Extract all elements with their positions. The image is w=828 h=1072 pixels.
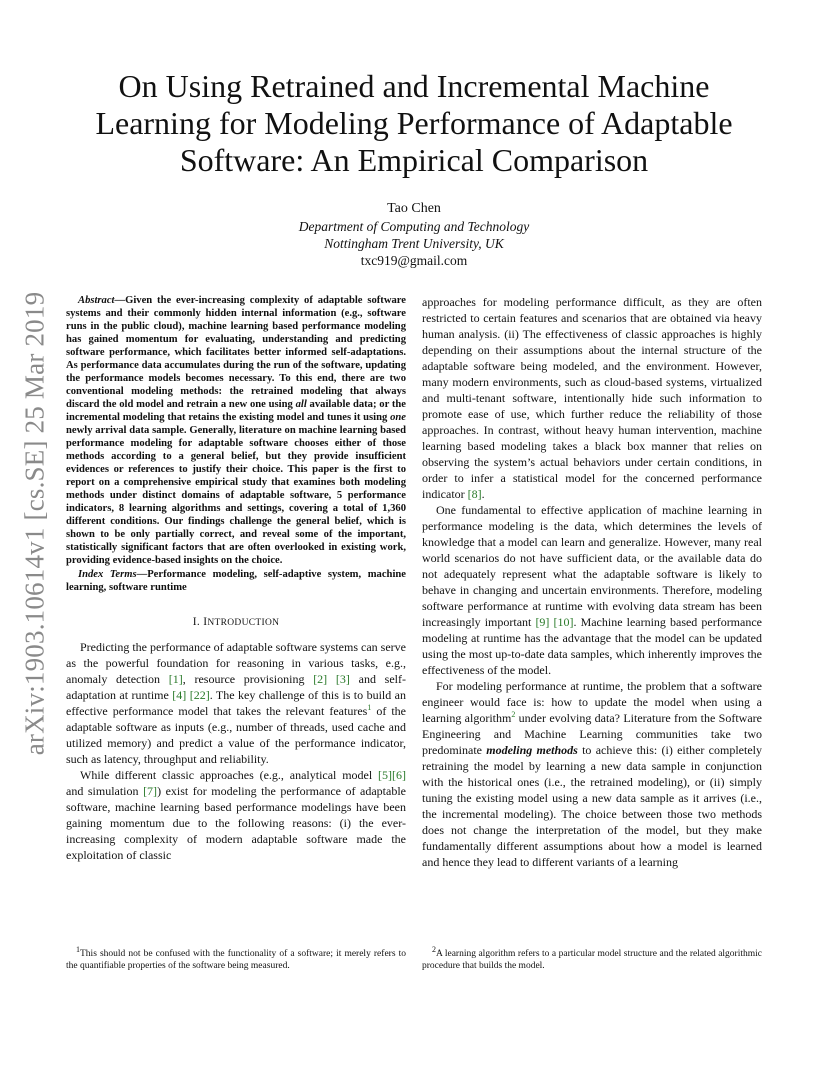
paper-title: On Using Retrained and Incremental Machine Learning for Modeling Performance of Adaptable Software: An Empirical Comparison [95,68,733,178]
citation-link[interactable]: [2] [313,672,328,686]
citation-link[interactable]: [5] [378,768,392,782]
intro-paragraph-1: Predicting the performance of adaptable software systems can serve as the powerful foundation for reasoning in various tasks, e.g., anomaly detection [1], resource provisioning [2] [3] and self-adaptation at runtime [4] [22]. The key challenge of this is to build an effective performance model that takes the relevant features$^1$ of the adaptable software as inputs (e.g., number of threads, used cache and utilized memory) and predict a value of the performance indicator, such as latency, throughput and reliability. [66,640,407,766]
citation-link[interactable]: [22] [189,688,210,702]
citation-link[interactable]: [10] [553,615,574,629]
right-paragraph-3: For modeling performance at runtime, the problem that a software engineer would face is: how to update the model when using a learning algorithm$^2$ under evolving data? Literature from the Software Engineering and Machine Learning communities take two predominate modeling methods to achieve this: (i) either completely retraining the model by learning a new data sample in conjunction with the historical ones (i.e., the retrained modeling), or (ii) simply tuning the existing model using a new data sample as it arrives (i.e., the incremental modeling). The choice between those two methods does not change the interpretation of the model, but they make fundamentally different assumptions about how a model is learned and hence they lead to different variants of a learning [422,679,762,869]
footnote-2: $^2$A learning algorithm refers to a particular model structure and the related algorithmic procedure that builds the model. [422,944,762,971]
citation-link[interactable]: [3] [335,672,350,686]
index-terms: Index Terms—Performance modeling, self-adaptive system, machine learning, software runtime [66,569,406,593]
citation-link[interactable]: [6] [392,768,406,782]
citation-link[interactable]: [7] [143,784,158,798]
author-name: Tao Chen [387,201,441,216]
footnote-link-1[interactable]: 1 [367,703,372,712]
citation-link[interactable]: [1] [168,672,183,686]
citation-link[interactable]: [8] [467,487,482,501]
author-department: Department of Computing and Technology [298,219,530,234]
right-paragraph-1: approaches for modeling performance difficult, as they are often restricted to certain features and scenarios that are obtained via heavy human analysis. (ii) The effectiveness of classic approaches is highly depending on their assumptions about the internal structure of the adaptable software being modeled, and the environment. However, many modern environments, such as cloud-based systems, virtualized and multi-tenant software, intentionally hide such information to promote ease of use, which further reduce the reliability of those approaches. In contrast, without heavy human intervention, machine learning based modeling takes a black box manner that relies on observing the system’s actual behaviors under certain conditions, in order to infer a statistical model for the concerned performance indicator [8]. [422,295,762,501]
right-column [422,294,762,870]
citation-link[interactable]: [4] [172,688,187,702]
author-university: Nottingham Trent University, UK [324,236,504,251]
left-column [66,294,406,863]
arxiv-identifier: arXiv:1903.10614v1 [cs.SE] 25 Mar 2019 [19,291,50,755]
author-email: txc919@gmail.com [360,253,468,268]
right-paragraph-2: One fundamental to effective application of machine learning in performance modeling is the data, which determines the levels of knowledge that a model can learn and generalize. However, many real world scenarios do not have sufficient data, or the available data do not adequately represent what the adaptable software is likely to behave in changing and uncertain environments. Therefore, modeling software performance at runtime with evolving data stream has been increasingly important [9] [10]. Machine learning based performance modeling at runtime has the advantage that the model can be updated using the most up-to-date data samples, which inherently improves the effectiveness of the model. [422,503,762,677]
author-block [0,200,828,269]
footnote-link-2[interactable]: 2 [511,710,516,719]
section-heading-introduction: I. INTRODUCTION [192,616,280,628]
abstract-label: Abstract [78,295,115,306]
footnote-1: $^1$This should not be confused with the functionality of a software; it merely refers to the quantifiable properties of the software being measured. [66,944,406,971]
abstract: Abstract—Given the ever-increasing complexity of adaptable software systems and their commonly hidden internal information (e.g., software runs in the public cloud), machine learning based performance modeling has gained momentum for evaluating, understanding and predicting software performance, which facilitates better informed self-adaptations. As performance data accumulates during the run of the software, updating the performance models becomes necessary. To this end, there are two conventional modeling methods: the retrained modeling that always discard the old model and retrain a new one using all available data; or the incremental modeling that retains the existing model and tunes it using one newly arrival data sample. Generally, literature on machine learning based performance modeling for adaptable software chooses either of those methods according to a general belief, but they provide insufficient evidences or references to justify their choice. This paper is the first to report on a comprehensive empirical study that examines both modeling methods under distinct domains of adaptable software, 5 performance indicators, 8 learning algorithms and settings, covering a total of 1,360 different conditions. Our findings challenge the general belief, which is shown to be only partially correct, and reveal some of the important, statistically significant factors that are often overlooked in existing work, providing evidence-based insights on the choice. [66,295,406,566]
index-terms-label: Index Terms [78,569,137,580]
citation-link[interactable]: [9] [535,615,550,629]
intro-paragraph-2: While different classic approaches (e.g., analytical model [5][6] and simulation [7]) exist for modeling the performance of adaptable software, machine learning based performance modelings have been gaining momentum due to the following reasons: (i) the ever-increasing complexity of modern adaptable software made the exploitation of classic [66,768,406,862]
